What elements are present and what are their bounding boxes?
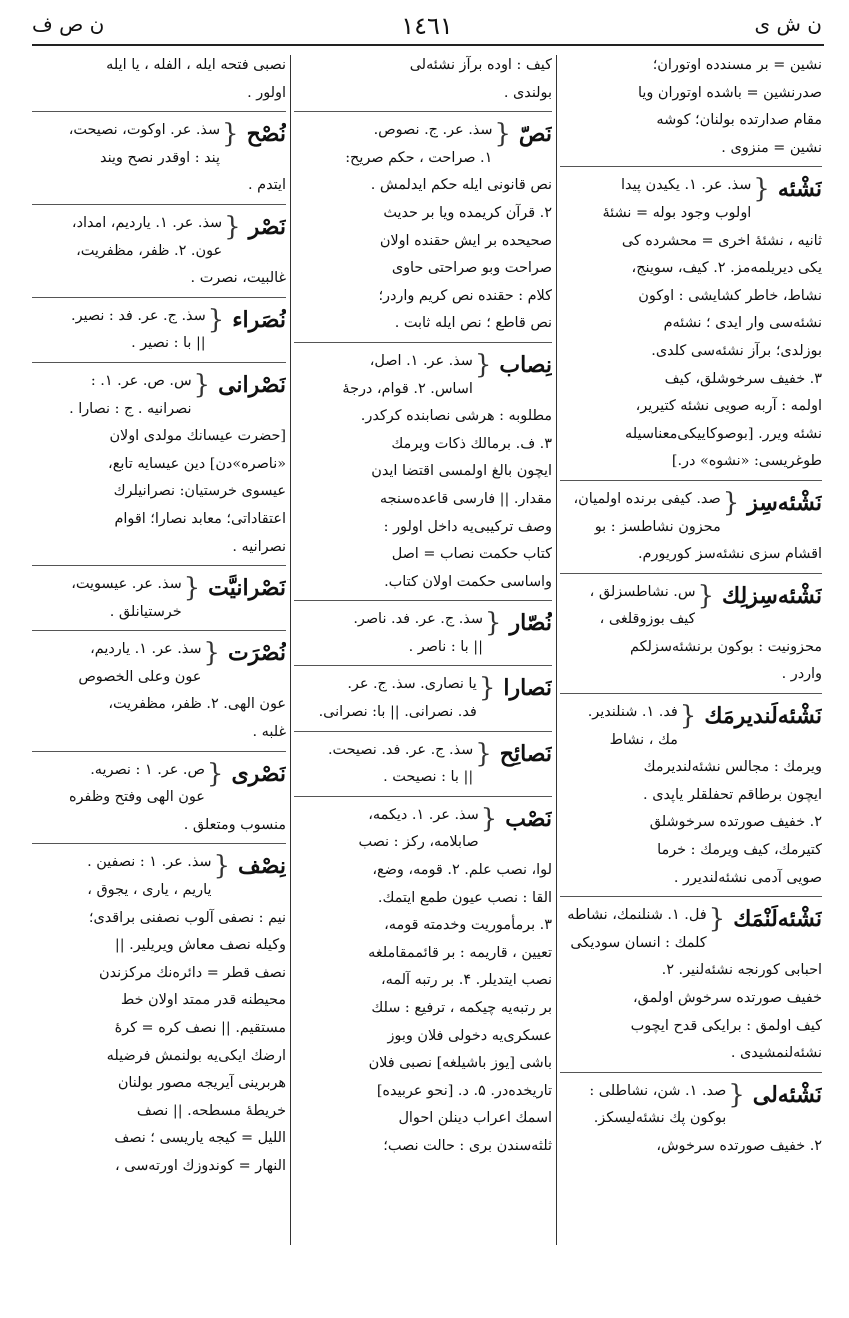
entry-headword: نِصْف [238, 853, 286, 880]
entry-line: سذ. عر. ۱. دیکمه، [368, 806, 479, 823]
entry-line: نشئه‌لنمشیدی . [730, 1045, 822, 1062]
dictionary-entry [294, 671, 552, 726]
dictionary-entry [32, 303, 286, 358]
entry-separator [32, 111, 286, 112]
entry-line: ۲. خفیف صورتده سرخوشلق [649, 814, 822, 831]
brace-glyph: { [484, 608, 502, 639]
entry-line: صویی آدمی نشئه‌لندیرر . [673, 869, 822, 886]
entry-line: نصف قطر = دائره‌نك مرکزندن [99, 964, 286, 981]
entry-line: اللیل = کیجه یاریسی ؛ نصف [114, 1130, 286, 1147]
entry-headword: نَشْئه‌لَنْمَك [733, 906, 822, 933]
brace-glyph: { [213, 851, 231, 882]
entry-line: فد. نصرانی. || با: نصرانی. [318, 704, 477, 721]
entry-line: پند : اوقدر نصح ویند [100, 149, 221, 166]
entry-line: نشین = بر مسندده اوتوران؛ [652, 57, 822, 73]
entry-line: سذ. عر. ۱. اصل، [369, 352, 473, 369]
entry-line: مستقیم. || نصف کره = کرهٔ [114, 1020, 286, 1036]
brace-glyph: { [728, 1079, 745, 1110]
entry-line: کتاب حکمت نصاب = اصل [391, 546, 552, 563]
entry-headword: نَصْب [505, 805, 552, 832]
entry-headword: نَصْری [231, 760, 286, 787]
entry-line: نص قانونی ایله حکم ایدلمش . [370, 177, 552, 194]
page-number: ١٤٦١ [401, 12, 453, 40]
entry-line: ویرمك : مجالس نشئه‌لندیرمك [643, 759, 822, 776]
entry-line: نصرانیه . ج : نصارا . [69, 400, 192, 417]
entry-line: عسکری‌یه دخولی فلان وبوز [387, 1027, 552, 1044]
entry-line: [حضرت عیسانك مولدی اولان [109, 428, 286, 445]
entry-line: اقشام سزی نشئه‌سز کوریورم. [637, 546, 822, 563]
entry-line: صحیحده بر ایش حقنده اولان [379, 232, 552, 249]
dictionary-entry [560, 1078, 822, 1161]
entry-line: || با : نصیر . [131, 335, 206, 352]
brace-glyph: { [207, 304, 225, 335]
brace-glyph: { [679, 701, 697, 732]
brace-glyph: { [478, 673, 496, 704]
entry-line: ۱. صراحت ، حکم صریح: [345, 149, 493, 166]
entry-line: سذ. عر. ۱. یکیدن پیدا [621, 177, 752, 194]
entry-line: تعیین ، قاریمه : بر قائممقاملغه [368, 944, 552, 961]
entry-line: فد. ۱. شنلندیر. [587, 704, 678, 721]
entry-line: کیف بوزوقلغی ، [599, 611, 696, 628]
entry-line: محزون نشاطسز : بو [594, 518, 721, 535]
entry-line: بولندی . [503, 84, 552, 101]
entry-line: بر رتبه‌یه چیکمه ، ترفیع : سلك [371, 1000, 552, 1016]
entry-line: ۳. برمأموریت وخدمته قومه، [384, 917, 552, 934]
column-left [32, 52, 286, 1248]
entry-line: عون. ۲. ظفر، مظفریت، [76, 242, 223, 259]
brace-glyph: { [222, 119, 239, 150]
entry-separator [560, 1072, 822, 1073]
entry-separator [32, 630, 286, 631]
entry-headword: نَشْئه‌سِز [747, 489, 822, 516]
entry-line: اولور . [247, 84, 286, 101]
entry-headword: نَصائِح [499, 740, 552, 767]
brace-glyph: { [206, 758, 224, 789]
entry-line: سذ. عر. عیسویت، [71, 576, 182, 593]
entry-line: طوغریسی: «نشوه» در.] [671, 453, 822, 470]
entry-line: غلبه . [252, 724, 286, 741]
entry-line: صد. کیفی برنده اولمیان، [573, 490, 721, 507]
entry-line: اساس. ۲. قوام، درجهٔ [342, 380, 473, 397]
entry-line: س. ص. عر. ۱. : [90, 372, 192, 389]
entry-line: ایچون برطاقم تحفلقلر یاپدی . [643, 786, 822, 803]
entry-line: کیف : اوده برآز نشئه‌لی [409, 57, 552, 73]
entry-separator [560, 480, 822, 481]
entry-line: بوکون پك نشئه‌لیسکز. [593, 1110, 727, 1127]
entry-line: کتیرمك، کیف ویرمك : خرما [657, 842, 822, 859]
brace-glyph: { [475, 738, 492, 769]
entry-line: لوا، نصب علم. ۲. قومه، وضع، [372, 862, 552, 879]
entry-line: یا نصاری. سذ. ج. عر. [347, 676, 477, 693]
entry-separator [32, 297, 286, 298]
entry-line: || با : نصیحت . [383, 769, 474, 786]
entry-line: یکی دیریلمه‌مز. ۲. کیف، سوینج، [631, 260, 822, 277]
entry-headword: نَصارا [503, 675, 552, 702]
entry-headword: نَصْرانیَّت [208, 575, 286, 602]
entry-headword: نَشْئه‌لَندیرمَك [704, 703, 822, 730]
entry-line: سذ. عر. اوکوت، نصیحت، [68, 122, 221, 139]
entry-headword: نُصّار [509, 610, 552, 637]
entry-line: ۳. ف. برمالك ذکات ویرمك [391, 435, 552, 452]
entry-headword: نَشْئه‌لی [752, 1081, 822, 1108]
column-divider [556, 55, 557, 1245]
dictionary-entry [32, 571, 286, 626]
column-divider [290, 55, 291, 1245]
header-left-letters: ن ص ف [32, 12, 105, 36]
entry-line: محزونیت : بوکون برنشئه‌سزلکم [630, 638, 822, 655]
entry-line: ۲. خفیف صورتده سرخوش، [656, 1137, 822, 1154]
entry-line: مك ، نشاط [609, 731, 678, 748]
dictionary-entry [32, 52, 286, 107]
entry-line: سذ. عر. ۱ : نصفین . [87, 854, 212, 871]
entry-line: نشاط، خاطر کشایشی : اوکون [638, 287, 822, 304]
header-right-letters: ن ش ى [754, 12, 822, 36]
entry-line: ایچون بالغ اولمسی اقتضا ایدن [371, 463, 552, 480]
brace-glyph: { [224, 211, 241, 242]
entry-line: کلمك : انسان سودیکی [570, 934, 707, 951]
entry-line: نشین = منزوی . [721, 139, 822, 156]
entry-separator [32, 204, 286, 205]
column-middle [294, 52, 552, 1248]
entry-headword: نِصاب [499, 351, 552, 378]
entry-headword: نَشْئه [777, 176, 822, 203]
entry-line: ص. عر. ۱ : نصریه. [90, 761, 205, 778]
brace-glyph: { [494, 119, 511, 150]
dictionary-entry [560, 486, 822, 569]
dictionary-entry [294, 348, 552, 596]
entry-line: عیسوی خرستیان: نصرانیلرك [113, 483, 286, 500]
entry-line: تاریخده‌در. ۵. د. [نحو عربیده] [376, 1082, 552, 1099]
entry-line: خرستیانلق . [109, 603, 182, 620]
entry-line: نصرانیه . [232, 538, 286, 555]
dictionary-entry [294, 802, 552, 1161]
entry-line: صد. ۱. شن، نشاطلی : [589, 1082, 727, 1099]
entry-line: وکیله نصف معاش ویریلیر. || [114, 937, 286, 954]
entry-line: سذ. عر. ۱. یاردیم، امداد، [71, 214, 223, 231]
entry-line: القا : نصب عیون طمع ایتمك. [377, 889, 552, 906]
entry-line: النهار = کوندوزك اورته‌سی ، [115, 1157, 286, 1174]
entry-headword: نُصَراء [232, 306, 286, 333]
entry-line: محیطنه قدر ممتد اولان خط [120, 992, 286, 1009]
entry-line: وصف ترکیبی‌یه داخل اولور : [383, 518, 552, 535]
brace-glyph: { [183, 573, 201, 604]
dictionary-entry [32, 117, 286, 200]
entry-separator [560, 896, 822, 897]
dictionary-entry [32, 849, 286, 1180]
brace-glyph: { [708, 904, 726, 935]
dictionary-entry [560, 172, 822, 476]
header-rule [32, 44, 824, 46]
entry-line: نشئه‌سی وار ایدی ؛ نشئه‌م [663, 315, 822, 332]
brace-glyph: { [203, 638, 220, 669]
brace-glyph: { [697, 580, 714, 611]
entry-line: نص قاطع ؛ نص ایله ثابت . [394, 315, 552, 332]
dictionary-entry [560, 52, 822, 162]
dictionary-entry [560, 579, 822, 689]
dictionary-entry [294, 737, 552, 792]
entry-line: نشئه ویرر. [بوصوکاییکی‌معناسیله [625, 425, 822, 442]
dictionary-entry [560, 699, 822, 892]
dictionary-entry [294, 606, 552, 661]
entry-headword: نَشْئه‌سِزلِك [722, 582, 822, 609]
entry-line: کلام : حقنده نص کریم واردر؛ [378, 287, 552, 304]
entry-line: نیم : نصفی آلوب نصفنی براقدی؛ [88, 909, 286, 926]
entry-line: ارضك ایکی‌یه بولنمش فرضیله [106, 1047, 286, 1064]
entry-line: یاریم ، یاری ، یجوق ، [87, 882, 212, 899]
entry-separator [560, 573, 822, 574]
entry-separator [294, 111, 552, 112]
entry-line: نصب ایتدیلر. ۴. بر رتبه آلمه، [380, 972, 552, 989]
entry-line: صراحت وبو صراحتی حاوی [391, 260, 552, 277]
entry-separator [294, 796, 552, 797]
entry-line: عون الهی وفتح وظفره [68, 789, 205, 806]
entry-line: س. نشاطسزلق ، [589, 583, 696, 600]
entry-line: اعتقاداتی؛ معابد نصارا؛ اقوام [114, 510, 286, 527]
entry-line: ۲. قرآن کریمده ویا بر حدیث [383, 204, 552, 221]
entry-headword: نَصّ [518, 121, 552, 148]
dictionary-entry [32, 636, 286, 746]
entry-line: اولوب وجود بوله = نشئهٔ [602, 204, 752, 221]
entry-separator [294, 600, 552, 601]
entry-line: ثلثه‌سندن بری : حالت نصب؛ [383, 1137, 552, 1154]
entry-line: سذ. عر. ۱. یاردیم، [90, 641, 202, 658]
entry-separator [32, 843, 286, 844]
page-header [32, 12, 822, 42]
entry-separator [32, 565, 286, 566]
entry-line: عون الهی. ۲. ظفر، مظفریت، [108, 696, 286, 713]
entry-line: اسمك اعراب دینلن احوال [398, 1110, 552, 1127]
dictionary-entry [294, 52, 552, 107]
brace-glyph: { [480, 803, 498, 834]
entry-line: صدرنشین = باشده اوتوران ویا [637, 84, 822, 101]
entry-line: سذ. ج. عر. فد : نصیر. [71, 307, 206, 324]
entry-line: مقام صدارتده بولنان؛ کوشه [656, 112, 822, 129]
entry-line: اولمه : آربه صویی نشئه کتیریر، [635, 398, 822, 415]
entry-line: سذ. ج. عر. فد. نصیحت. [327, 741, 474, 758]
entry-line: ۳. خفیف سرخوشلق، کیف [664, 370, 822, 387]
brace-glyph: { [753, 174, 770, 205]
dictionary-entry [32, 210, 286, 293]
dictionary-entry [32, 368, 286, 561]
entry-separator [294, 342, 552, 343]
entry-line: || با : ناصر . [408, 638, 483, 655]
entry-line: احبابی کورنجه نشئه‌لنیر. ۲. [661, 962, 822, 979]
entry-line: غالبیت، نصرت . [190, 270, 286, 287]
entry-headword: نُصْح [246, 121, 286, 148]
entry-line: واردر . [781, 666, 822, 683]
brace-glyph: { [722, 487, 740, 518]
entry-separator [294, 665, 552, 666]
entry-line: صابلامه، رکز : نصب [358, 834, 479, 851]
entry-headword: نَصْرانی [218, 371, 286, 398]
entry-line: «ناصره»دن] دین عیسایه تابع، [108, 455, 286, 472]
entry-line: کیف اولمق : برایکی قدح ایچوب [630, 1017, 822, 1034]
entry-line: سذ. عر. ج. نصوص. [373, 122, 493, 139]
dictionary-entry [32, 757, 286, 840]
entry-line: هربرینی آیریجه مصور بولنان [117, 1075, 286, 1092]
entry-line: فل. ۱. شنلنمك، نشاطه [567, 907, 707, 924]
entry-line: سذ. ج. عر. فد. ناصر. [353, 611, 483, 628]
entry-line: باشی [یوز باشیلغه] نصبی فلان [368, 1055, 552, 1072]
brace-glyph: { [193, 369, 211, 400]
entry-separator [560, 166, 822, 167]
entry-separator [32, 362, 286, 363]
entry-line: ثانیه ، نشئهٔ اخری = محشرده کی [621, 232, 822, 249]
entry-line: خفیف صورتده سرخوش اولمق، [632, 990, 822, 1006]
entry-line: نصبی فتحه ایله ، الفله ، یا ایله [106, 57, 286, 73]
entry-line: مقدار. || فارسی قاعده‌سنجه [379, 490, 552, 507]
dictionary-entry [560, 902, 822, 1068]
entry-line: خریطهٔ مسطحه. || نصف [136, 1102, 286, 1119]
entry-line: ایتدم . [248, 177, 286, 194]
entry-headword: نُصْرَت [227, 640, 286, 667]
entry-line: منسوب ومتعلق . [183, 816, 286, 833]
entry-line: واساسی حکمت اولان کتاب. [384, 573, 552, 590]
entry-separator [560, 693, 822, 694]
dictionary-entry [294, 117, 552, 338]
brace-glyph: { [474, 349, 492, 380]
column-right [560, 52, 822, 1248]
entry-separator [294, 731, 552, 732]
entry-line: عون وعلی الخصوص [78, 668, 202, 685]
entry-headword: نَصْر [248, 213, 286, 240]
entry-line: مطلوبه : هرشی نصابنده کرکدر. [360, 408, 552, 425]
entry-separator [32, 751, 286, 752]
entry-line: بوزلدی؛ برآز نشئه‌سی کلدی. [651, 342, 822, 359]
